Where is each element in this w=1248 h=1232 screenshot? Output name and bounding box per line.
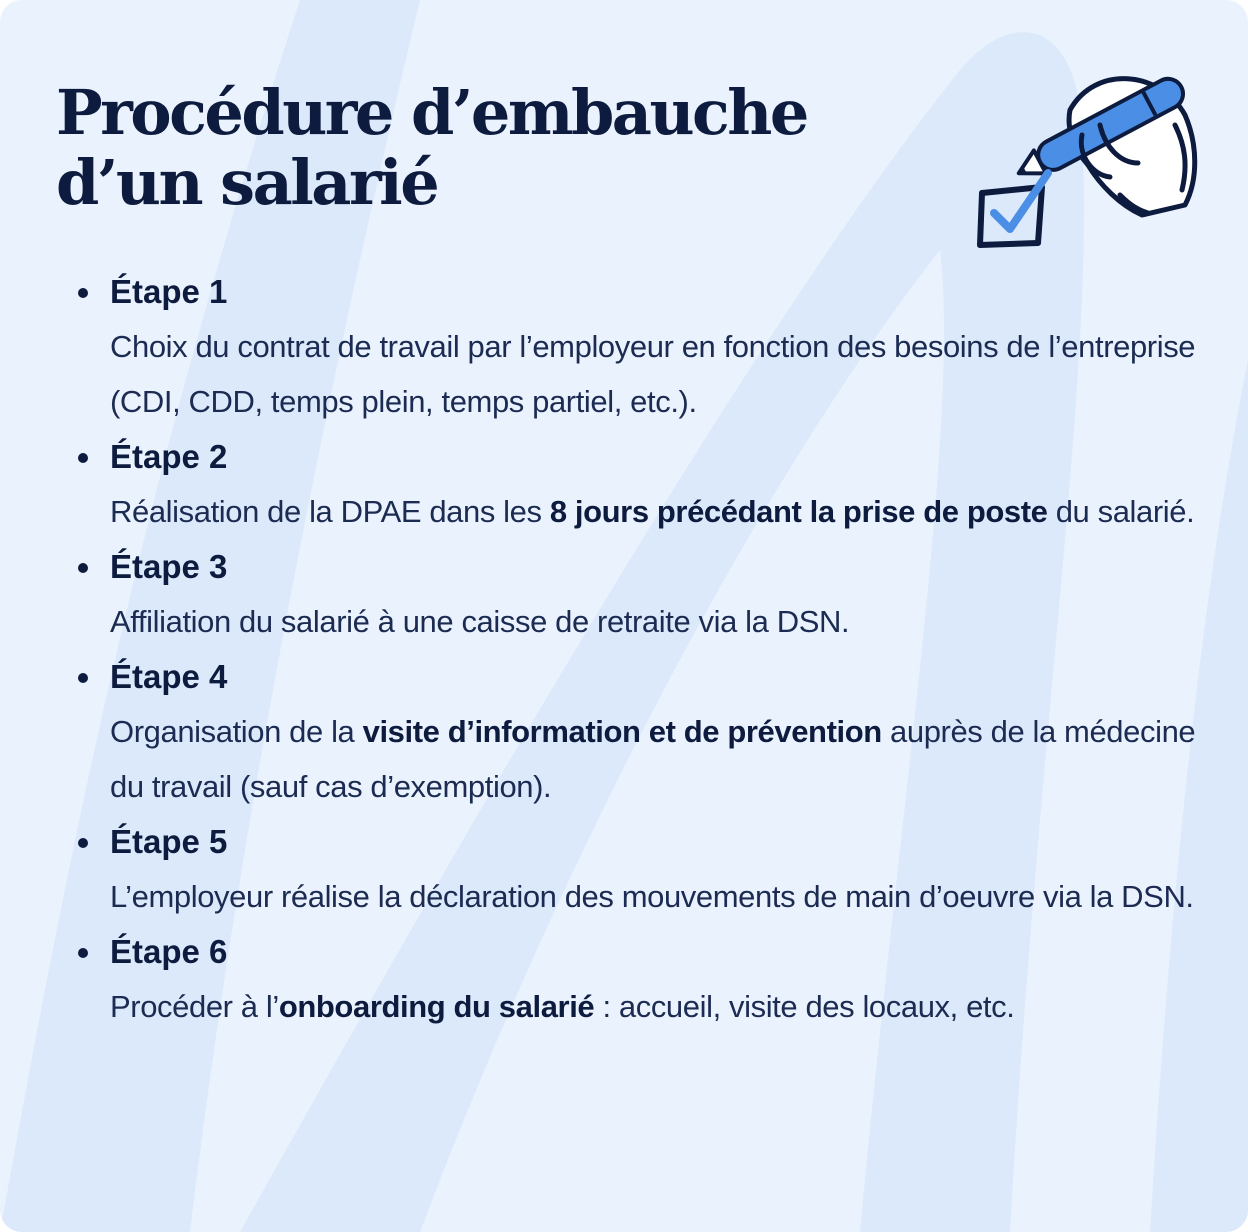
list-item-step-4 — [110, 649, 1200, 814]
list-item-step-5 — [110, 814, 1200, 924]
step-label: Étape 5 — [110, 823, 228, 860]
step-description: L’employeur réalise la déclaration des mouvements de main d’oeuvre via la DSN. — [110, 879, 1194, 914]
bullet-icon — [78, 838, 88, 848]
bullet-icon — [78, 563, 88, 573]
steps-list — [110, 264, 1200, 1034]
step-description-emphasis: 8 jours précédant la prise de poste — [549, 494, 1048, 529]
bullet-icon — [78, 288, 88, 298]
bullet-icon — [78, 948, 88, 958]
step-description-text: auprès de la médecine du travail (sauf cas d’exemption). — [110, 714, 1196, 804]
step-label: Étape 2 — [110, 438, 228, 475]
list-item-step-6 — [110, 924, 1200, 1034]
bullet-icon — [78, 673, 88, 683]
step-description-text: : accueil, visite des locaux, etc. — [594, 989, 1015, 1024]
step-label: Étape 4 — [110, 658, 228, 695]
step-description-text: Procéder à l’ — [110, 989, 279, 1024]
title-line-1: Procédure d’embauche — [56, 76, 807, 149]
list-item-step-3 — [110, 539, 1200, 649]
list-item-step-1 — [110, 264, 1200, 429]
step-description-text: Organisation de la — [110, 714, 363, 749]
page-title — [56, 78, 807, 218]
hand-pen-checkbox-icon — [970, 55, 1210, 255]
step-description — [110, 704, 1200, 814]
step-description — [110, 979, 1200, 1034]
step-description — [110, 484, 1200, 539]
step-label: Étape 1 — [110, 273, 228, 310]
step-description-emphasis: onboarding du salarié — [278, 989, 595, 1024]
step-label: Étape 3 — [110, 548, 228, 585]
step-label: Étape 6 — [110, 933, 228, 970]
step-description: Choix du contrat de travail par l’employeur en fonction des besoins de l’entreprise (CDI, CDD, temps plein, temps partiel, etc.). — [110, 329, 1196, 419]
step-description-text: Réalisation de la DPAE dans les — [110, 494, 550, 529]
step-description-emphasis: visite d’information et de prévention — [362, 714, 882, 749]
step-description: Affiliation du salarié à une caisse de retraite via la DSN. — [110, 604, 850, 639]
bullet-icon — [78, 453, 88, 463]
list-item-step-2 — [110, 429, 1200, 539]
title-line-2: d’un salarié — [56, 146, 438, 219]
step-description-text: du salarié. — [1047, 494, 1195, 529]
